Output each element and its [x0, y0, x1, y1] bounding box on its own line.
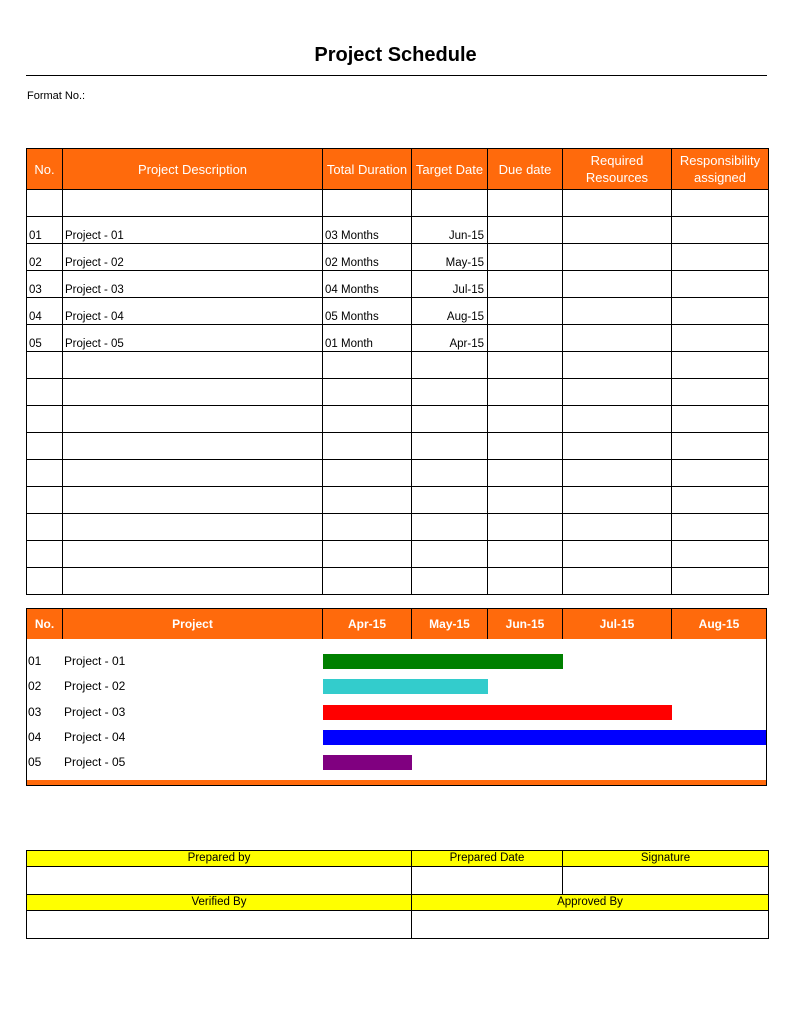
row-duration[interactable]: 02 Months: [323, 244, 412, 271]
table-cell[interactable]: [412, 352, 488, 379]
table-cell[interactable]: [323, 541, 412, 568]
approved-by-label: Approved By: [412, 895, 769, 911]
approved-by-field[interactable]: [412, 911, 769, 939]
gantt-chart: [26, 608, 767, 786]
table-cell[interactable]: [63, 541, 323, 568]
table-cell[interactable]: [63, 406, 323, 433]
row-description[interactable]: Project - 01: [63, 217, 323, 244]
gantt-header: [27, 609, 766, 639]
page-title: Project Schedule: [314, 44, 477, 66]
gantt-bar: [323, 654, 563, 669]
row-description[interactable]: Project - 03: [63, 271, 323, 298]
prepared-by-label: Prepared by: [27, 851, 412, 867]
signature-field[interactable]: [563, 867, 769, 895]
table-cell[interactable]: [27, 406, 63, 433]
table-cell[interactable]: [672, 487, 769, 514]
table-cell[interactable]: [412, 190, 488, 217]
table-cell[interactable]: [323, 352, 412, 379]
row-target-date[interactable]: Jul-15: [412, 271, 488, 298]
table-cell[interactable]: [488, 190, 563, 217]
title-divider: [26, 75, 767, 76]
row-description[interactable]: Project - 02: [63, 244, 323, 271]
format-number-label: Format No.:: [27, 90, 86, 102]
schedule-header-row: [27, 149, 769, 190]
table-cell[interactable]: [672, 379, 769, 406]
row-duration[interactable]: 04 Months: [323, 271, 412, 298]
table-cell[interactable]: [488, 568, 563, 595]
table-cell[interactable]: [563, 379, 672, 406]
table-cell[interactable]: [488, 514, 563, 541]
verified-by-label: Verified By: [27, 895, 412, 911]
table-cell[interactable]: [323, 568, 412, 595]
table-cell[interactable]: [27, 541, 63, 568]
row-responsibility[interactable]: [672, 325, 769, 352]
row-responsibility[interactable]: [672, 244, 769, 271]
table-cell[interactable]: [27, 487, 63, 514]
row-duration[interactable]: 05 Months: [323, 298, 412, 325]
table-cell[interactable]: [672, 406, 769, 433]
prepared-by-field[interactable]: [27, 867, 412, 895]
row-due-date[interactable]: [488, 298, 563, 325]
row-description[interactable]: Project - 05: [63, 325, 323, 352]
gantt-bar: [323, 679, 488, 694]
table-cell[interactable]: [563, 514, 672, 541]
signoff-table: [26, 850, 769, 939]
header-total-duration: Total Duration: [323, 149, 412, 190]
header-responsibility-assigned: Responsibility assigned: [672, 149, 769, 190]
table-cell[interactable]: [488, 406, 563, 433]
table-row: [27, 298, 769, 325]
gantt-row-project: Project - 01: [64, 654, 126, 668]
row-description[interactable]: Project - 04: [63, 298, 323, 325]
gantt-footer-bar: [27, 780, 766, 785]
row-no[interactable]: 04: [27, 298, 63, 325]
table-cell[interactable]: [63, 352, 323, 379]
table-cell[interactable]: [63, 568, 323, 595]
table-cell[interactable]: [563, 190, 672, 217]
table-cell[interactable]: [672, 460, 769, 487]
table-cell[interactable]: [563, 433, 672, 460]
row-responsibility[interactable]: [672, 217, 769, 244]
row-required-resources[interactable]: [563, 298, 672, 325]
table-row: [27, 487, 769, 514]
table-cell[interactable]: [412, 514, 488, 541]
table-cell[interactable]: [563, 406, 672, 433]
gantt-bar: [323, 755, 412, 770]
table-row: [27, 271, 769, 298]
row-no[interactable]: 03: [27, 271, 63, 298]
row-target-date[interactable]: Aug-15: [412, 298, 488, 325]
table-cell[interactable]: [488, 541, 563, 568]
gantt-bar: [323, 705, 672, 720]
signature-label: Signature: [563, 851, 769, 867]
table-row: [27, 325, 769, 352]
row-duration[interactable]: 01 Month: [323, 325, 412, 352]
table-row: [27, 460, 769, 487]
table-row: [27, 568, 769, 595]
table-row: [27, 541, 769, 568]
row-no[interactable]: 05: [27, 325, 63, 352]
gantt-month-jul-15: Jul-15: [563, 609, 672, 639]
verified-by-field[interactable]: [27, 911, 412, 939]
row-responsibility[interactable]: [672, 298, 769, 325]
table-cell[interactable]: [27, 352, 63, 379]
table-cell[interactable]: [63, 487, 323, 514]
header-required-resources: Required Resources: [563, 149, 672, 190]
gantt-row-no: 02: [28, 679, 42, 694]
table-cell[interactable]: [63, 190, 323, 217]
row-due-date[interactable]: [488, 271, 563, 298]
table-cell[interactable]: [563, 487, 672, 514]
gantt-month-jun-15: Jun-15: [488, 609, 563, 639]
table-row: [27, 244, 769, 271]
gantt-row-no: 03: [28, 704, 42, 719]
table-cell[interactable]: [63, 514, 323, 541]
table-row: [27, 406, 769, 433]
row-required-resources[interactable]: [563, 271, 672, 298]
header-no: No.: [27, 149, 63, 190]
table-cell[interactable]: [488, 433, 563, 460]
prepared-date-field[interactable]: [412, 867, 563, 895]
table-cell[interactable]: [412, 487, 488, 514]
row-target-date[interactable]: May-15: [412, 244, 488, 271]
table-cell[interactable]: [27, 433, 63, 460]
gantt-header-no: No.: [27, 609, 63, 639]
table-cell[interactable]: [27, 379, 63, 406]
gantt-bar: [323, 730, 766, 745]
header-due-date: Due date: [488, 149, 563, 190]
table-cell[interactable]: [488, 352, 563, 379]
table-cell[interactable]: [63, 460, 323, 487]
gantt-header-project: Project: [63, 609, 323, 639]
table-cell[interactable]: [672, 352, 769, 379]
row-target-date[interactable]: Jun-15: [412, 217, 488, 244]
table-row: [27, 379, 769, 406]
row-due-date[interactable]: [488, 325, 563, 352]
gantt-month-may-15: May-15: [412, 609, 488, 639]
gantt-row-project: Project - 05: [64, 755, 126, 770]
header-project-description: Project Description: [63, 149, 323, 190]
table-cell[interactable]: [323, 190, 412, 217]
table-row: [27, 352, 769, 379]
row-responsibility[interactable]: [672, 271, 769, 298]
gantt-row-no: 01: [28, 654, 42, 668]
table-cell[interactable]: [27, 568, 63, 595]
table-cell[interactable]: [412, 541, 488, 568]
table-cell[interactable]: [27, 514, 63, 541]
table-cell[interactable]: [323, 487, 412, 514]
row-duration[interactable]: 03 Months: [323, 217, 412, 244]
table-cell[interactable]: [412, 379, 488, 406]
table-cell[interactable]: [672, 568, 769, 595]
schedule-body: [27, 190, 769, 595]
table-cell[interactable]: [672, 433, 769, 460]
table-row: [27, 217, 769, 244]
table-cell[interactable]: [488, 379, 563, 406]
gantt-row-project: Project - 03: [64, 704, 126, 719]
gantt-row-project: Project - 04: [64, 729, 126, 744]
header-target-date: Target Date: [412, 149, 488, 190]
row-target-date[interactable]: Apr-15: [412, 325, 488, 352]
row-required-resources[interactable]: [563, 325, 672, 352]
table-cell[interactable]: [27, 190, 63, 217]
row-due-date[interactable]: [488, 217, 563, 244]
gantt-row-no: 04: [28, 729, 42, 744]
table-cell[interactable]: [323, 460, 412, 487]
gantt-month-aug-15: Aug-15: [698, 617, 740, 631]
table-cell[interactable]: [412, 406, 488, 433]
table-cell[interactable]: [563, 568, 672, 595]
row-required-resources[interactable]: [563, 244, 672, 271]
table-cell[interactable]: [412, 568, 488, 595]
row-required-resources[interactable]: [563, 217, 672, 244]
row-due-date[interactable]: [488, 244, 563, 271]
table-cell[interactable]: [672, 541, 769, 568]
table-cell[interactable]: [672, 190, 769, 217]
table-cell[interactable]: [27, 460, 63, 487]
table-row: [27, 190, 769, 217]
table-cell[interactable]: [63, 379, 323, 406]
table-cell[interactable]: [63, 433, 323, 460]
table-cell[interactable]: [563, 460, 672, 487]
table-cell[interactable]: [323, 379, 412, 406]
schedule-table: [26, 148, 769, 595]
prepared-date-label: Prepared Date: [412, 851, 563, 867]
table-cell[interactable]: [563, 541, 672, 568]
table-cell[interactable]: [412, 460, 488, 487]
table-cell[interactable]: [412, 433, 488, 460]
table-cell[interactable]: [488, 460, 563, 487]
table-row: [27, 514, 769, 541]
table-cell[interactable]: [323, 406, 412, 433]
table-cell[interactable]: [563, 352, 672, 379]
gantt-row-no: 05: [28, 755, 42, 770]
table-cell[interactable]: [323, 433, 412, 460]
table-cell[interactable]: [323, 514, 412, 541]
gantt-row-project: Project - 02: [64, 679, 126, 694]
gantt-month-apr-15: Apr-15: [323, 609, 412, 639]
row-no[interactable]: 02: [27, 244, 63, 271]
table-row: [27, 433, 769, 460]
row-no[interactable]: 01: [27, 217, 63, 244]
table-cell[interactable]: [488, 487, 563, 514]
table-cell[interactable]: [672, 514, 769, 541]
